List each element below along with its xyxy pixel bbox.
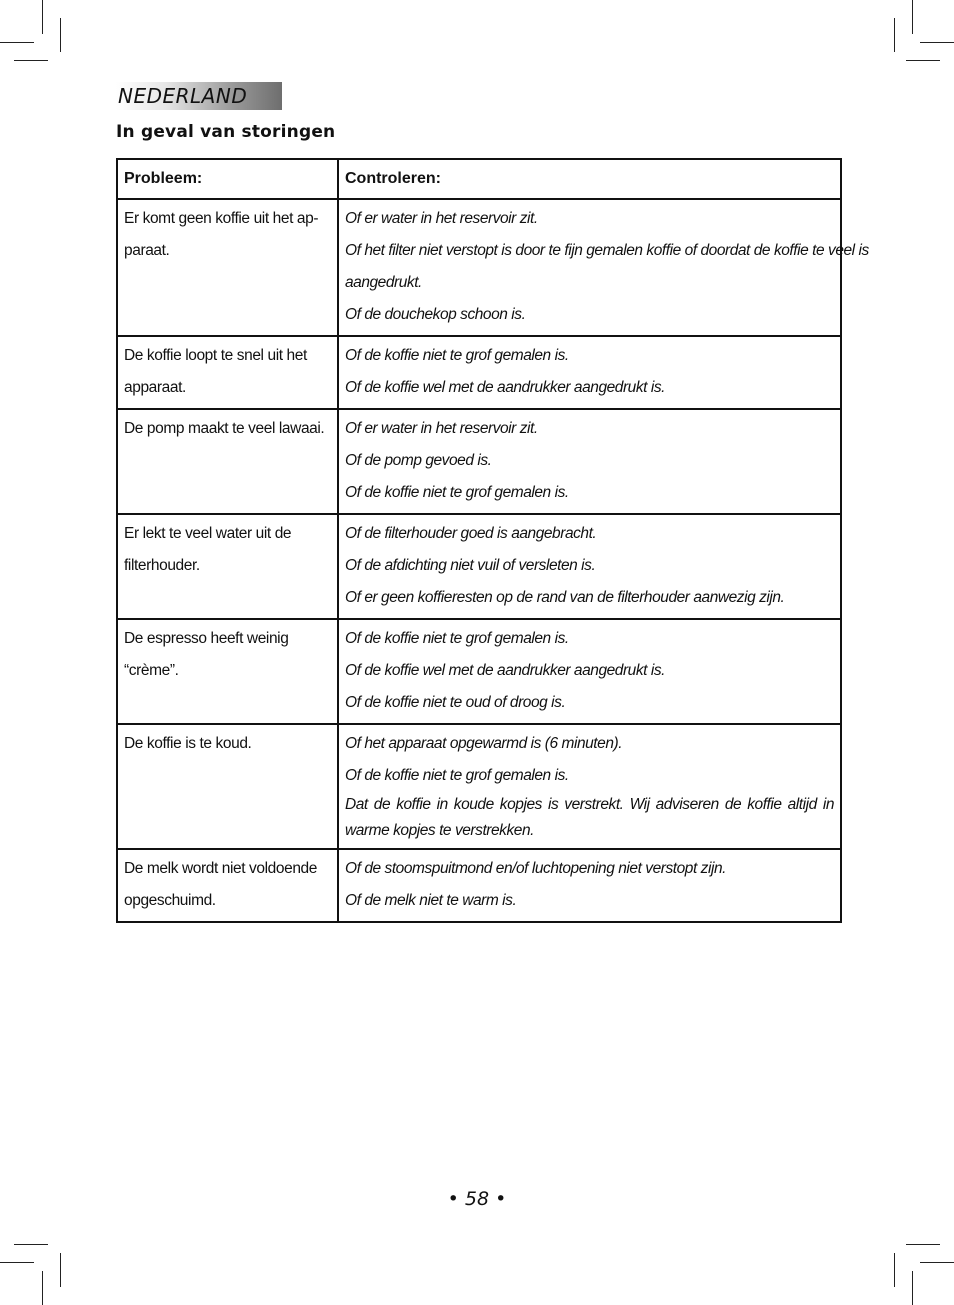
check-item: Of de koffie niet te grof gemalen is. bbox=[345, 630, 569, 647]
crop-mark-line bbox=[894, 18, 895, 52]
problem-cell bbox=[117, 199, 338, 336]
crop-mark-line bbox=[920, 42, 954, 43]
problem-cell bbox=[117, 619, 338, 724]
check-item: aangedrukt. bbox=[345, 274, 422, 291]
problem-cell bbox=[117, 849, 338, 922]
problem-text: De melk wordt niet voldoende bbox=[124, 860, 317, 877]
table-row bbox=[117, 336, 841, 409]
check-item: Of de melk niet te warm is. bbox=[345, 892, 517, 909]
problem-text: “crème”. bbox=[124, 662, 179, 679]
language-label: NEDERLAND bbox=[118, 84, 248, 108]
crop-mark-line bbox=[912, 0, 913, 34]
crop-mark-line bbox=[912, 1271, 913, 1305]
problem-cell bbox=[117, 409, 338, 514]
crop-mark-line bbox=[0, 42, 34, 43]
check-cell bbox=[338, 724, 841, 849]
check-item: Of er water in het reservoir zit. bbox=[345, 210, 538, 227]
problem-text: De koffie loopt te snel uit het bbox=[124, 347, 307, 364]
check-item: Of de pomp gevoed is. bbox=[345, 452, 492, 469]
crop-mark-line bbox=[0, 1262, 34, 1263]
crop-mark-line bbox=[42, 0, 43, 34]
problem-text: De espresso heeft weinig bbox=[124, 630, 289, 647]
check-item: Of het filter niet verstopt is door te fijn gemalen koffie of doordat de koffie te veel is bbox=[345, 242, 869, 259]
crop-mark-line bbox=[60, 1253, 61, 1287]
crop-mark-line bbox=[920, 1262, 954, 1263]
check-item: Of de koffie wel met de aandrukker aangedrukt is. bbox=[345, 662, 665, 679]
table-row bbox=[117, 409, 841, 514]
table-header-row bbox=[117, 159, 841, 199]
check-cell bbox=[338, 199, 869, 336]
crop-mark-line bbox=[14, 1244, 48, 1245]
check-item: Of het apparaat opgewarmd is (6 minuten). bbox=[345, 735, 623, 752]
problem-text: Er komt geen koffie uit het ap- bbox=[124, 210, 319, 227]
check-item: Of de koffie niet te grof gemalen is. bbox=[345, 484, 569, 501]
check-item: Of de douchekop schoon is. bbox=[345, 306, 526, 323]
check-item: Of de koffie niet te oud of droog is. bbox=[345, 694, 566, 711]
problem-text: apparaat. bbox=[124, 379, 186, 396]
column-header-problem: Probleem: bbox=[117, 159, 338, 199]
check-cell bbox=[338, 849, 841, 922]
check-item: Dat de koffie in koude kopjes is verstrekt. Wij adviseren de koffie altijd in warme kopjes te verstrekken. bbox=[345, 796, 834, 839]
table-row bbox=[117, 724, 841, 849]
crop-mark-line bbox=[42, 1271, 43, 1305]
problem-text: filterhouder. bbox=[124, 557, 200, 574]
crop-mark-line bbox=[906, 1244, 940, 1245]
table-row bbox=[117, 619, 841, 724]
page-number: • 58 • bbox=[447, 1188, 507, 1210]
problem-text: De koffie is te koud. bbox=[124, 735, 252, 752]
problem-text: De pomp maakt te veel lawaai. bbox=[124, 420, 325, 437]
problem-cell bbox=[117, 724, 338, 849]
problem-cell bbox=[117, 336, 338, 409]
crop-mark-line bbox=[906, 60, 940, 61]
table-row bbox=[117, 849, 841, 922]
check-cell bbox=[338, 619, 841, 724]
check-cell bbox=[338, 336, 841, 409]
column-header-check: Controleren: bbox=[338, 159, 841, 199]
check-cell bbox=[338, 409, 841, 514]
troubleshooting-table bbox=[116, 158, 869, 923]
check-item: Of er water in het reservoir zit. bbox=[345, 420, 538, 437]
table-row bbox=[117, 199, 841, 336]
section-title: In geval van storingen bbox=[116, 122, 336, 142]
problem-text: Er lekt te veel water uit de bbox=[124, 525, 292, 542]
check-item: Of de koffie niet te grof gemalen is. bbox=[345, 767, 569, 784]
check-item: Of de filterhouder goed is aangebracht. bbox=[345, 525, 597, 542]
check-cell bbox=[338, 514, 841, 619]
check-item: Of de stoomspuitmond en/of luchtopening niet verstopt zijn. bbox=[345, 860, 726, 877]
problem-cell bbox=[117, 514, 338, 619]
problem-text: paraat. bbox=[124, 242, 170, 259]
crop-mark-line bbox=[894, 1253, 895, 1287]
check-item: Of de koffie wel met de aandrukker aangedrukt is. bbox=[345, 379, 665, 396]
check-item: Of er geen koffieresten op de rand van de filterhouder aanwezig zijn. bbox=[345, 589, 785, 606]
check-item: Of de koffie niet te grof gemalen is. bbox=[345, 347, 569, 364]
crop-mark-line bbox=[60, 18, 61, 52]
crop-mark-line bbox=[14, 60, 48, 61]
problem-text: opgeschuimd. bbox=[124, 892, 216, 909]
check-item: Of de afdichting niet vuil of versleten is. bbox=[345, 557, 596, 574]
table-row bbox=[117, 514, 841, 619]
